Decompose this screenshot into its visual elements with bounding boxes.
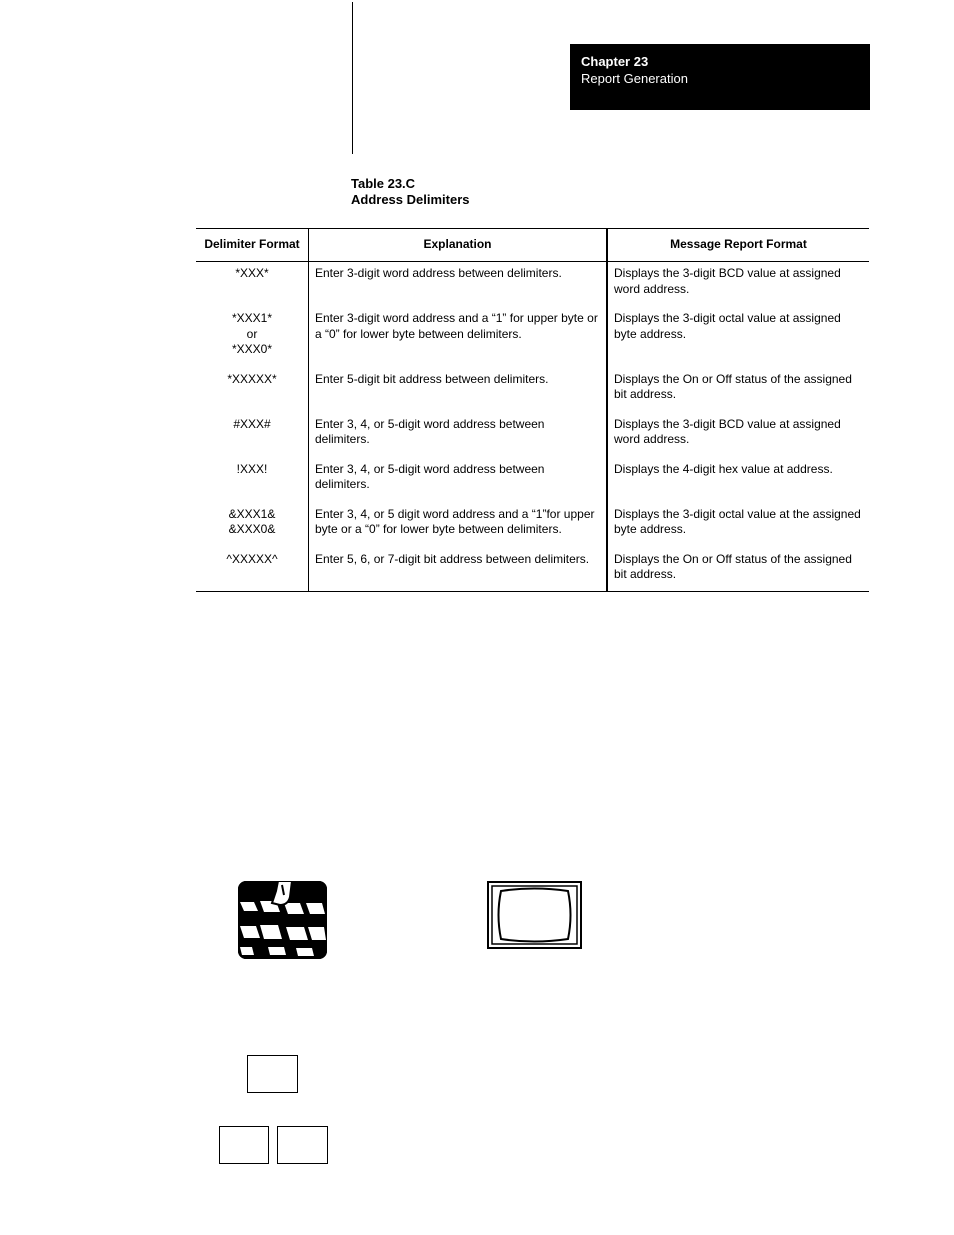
delimiter-format-cell — [196, 507, 309, 552]
column-header-delimiter-format: Delimiter Format — [196, 229, 309, 262]
explanation-cell: Enter 5-digit bit address between delimiters. — [309, 372, 608, 417]
monitor-screen-graphic — [489, 883, 580, 947]
chapter-title: Report Generation — [581, 71, 688, 86]
report-format-cell: Displays the On or Off status of the assigned bit address. — [607, 552, 869, 592]
delimiter-format: *XXXXX* — [227, 371, 277, 386]
delimiter-format: &XXX1& — [228, 506, 276, 521]
blank-key-icon — [277, 1126, 328, 1164]
delimiter-format-cell — [196, 417, 309, 462]
table-row — [196, 552, 869, 592]
report-format-cell: Displays the 3-digit BCD value at assigned word address. — [607, 262, 869, 312]
explanation-cell: Enter 3-digit word address and a “1” for upper byte or a “0” for lower byte between delimiters. — [309, 311, 608, 372]
table-row — [196, 462, 869, 507]
chapter-number: Chapter 23 — [581, 54, 649, 69]
blank-key-icon — [219, 1126, 269, 1164]
table-row — [196, 417, 869, 462]
column-header-explanation: Explanation — [309, 229, 608, 262]
report-format-cell: Displays the 3-digit BCD value at assigned word address. — [607, 417, 869, 462]
monitor-screen-icon — [487, 881, 582, 949]
address-delimiters-table — [196, 228, 869, 592]
report-format-cell: Displays the 4-digit hex value at address. — [607, 462, 869, 507]
report-format-cell: Displays the 3-digit octal value at the assigned byte address. — [607, 507, 869, 552]
table-row — [196, 311, 869, 372]
table-header-row — [196, 229, 869, 262]
delimiter-format-cell — [196, 462, 309, 507]
delimiter-format-cell — [196, 311, 309, 372]
delimiter-format: *XXX0* — [231, 342, 273, 356]
delimiter-format: *XXX* — [235, 266, 269, 280]
blank-key-icon — [247, 1055, 298, 1093]
explanation-cell: Enter 3, 4, or 5-digit word address between delimiters. — [309, 417, 608, 462]
table-title: Address Delimiters — [351, 192, 470, 207]
table-number: Table 23.C — [351, 176, 416, 191]
delimiter-format: &XXX0& — [228, 522, 276, 536]
explanation-cell: Enter 3-digit word address between delimiters. — [309, 262, 608, 312]
table-caption — [351, 176, 470, 208]
keyboard-icon-graphic — [238, 881, 327, 959]
keyboard-icon — [238, 881, 327, 959]
delimiter-format: #XXX# — [233, 416, 271, 431]
explanation-cell: Enter 5, 6, or 7-digit bit address between delimiters. — [309, 552, 608, 592]
delimiter-format-cell — [196, 372, 309, 417]
chapter-header — [570, 44, 870, 110]
delimiter-format-or: or — [246, 326, 258, 341]
report-format-cell: Displays the 3-digit octal value at assigned byte address. — [607, 311, 869, 372]
delimiter-format: !XXX! — [236, 461, 268, 476]
report-format-cell: Displays the On or Off status of the assigned bit address. — [607, 372, 869, 417]
explanation-cell: Enter 3, 4, or 5-digit word address between delimiters. — [309, 462, 608, 507]
table-row — [196, 262, 869, 312]
table-row — [196, 507, 869, 552]
delimiter-format: ^XXXXX^ — [226, 551, 278, 566]
delimiter-format-cell — [196, 262, 309, 312]
explanation-cell: Enter 3, 4, or 5 digit word address and a “1”for upper byte or a “0” for lower byte between delimiters. — [309, 507, 608, 552]
delimiter-format: *XXX1* — [231, 311, 273, 325]
column-header-message-report-format: Message Report Format — [607, 229, 869, 262]
delimiter-format-cell — [196, 552, 309, 592]
table-row — [196, 372, 869, 417]
margin-rule — [352, 2, 353, 154]
